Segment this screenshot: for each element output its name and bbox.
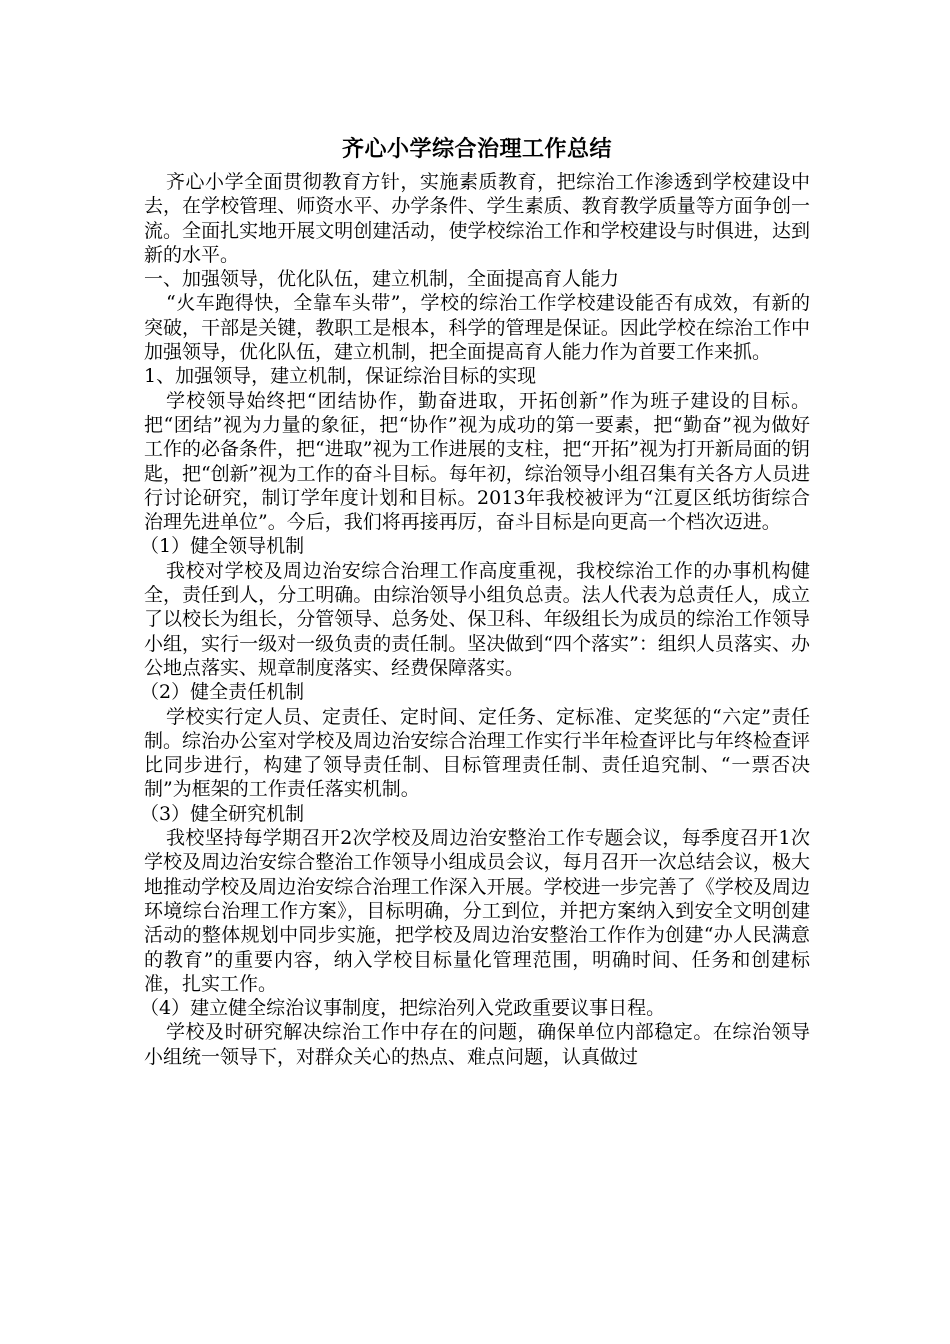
subsection-heading-1: 1、加强领导，建立机制，保证综治目标的实现	[144, 365, 537, 388]
document-title: 齐心小学综合治理工作总结	[341, 136, 612, 162]
item-3-paragraph: 我校坚持每学期召开2次学校及周边治安整治工作专题会议，每季度召开1次学校及周边治安综合整治工作领导小组成员会议，每月召开一次总结会议，极大地推动学校及周边治安综合治理工作深入开展。学校进一步完善了《学校及周边环境综台治理工作方案》，目标明确，分工到位，并把方案纳入到安全文明创建活动的整体规划中同步实施，把学校及周边治安整治工作作为创建“办人民满意的教育”的重要内容，纳入学校目标量化管理范围，明确时间、任务和创建标准，扎实工作。	[144, 827, 810, 995]
item-heading-4: （4）建立健全综治议事制度，把综治列入党政重要议事日程。	[140, 997, 666, 1020]
section-heading-1: 一、加强领导，优化队伍，建立机制，全面提高育人能力	[144, 268, 620, 291]
document-page	[140, 130, 810, 1069]
item-2-paragraph: 学校实行定人员、定责任、定时间、定任务、定标准、定奖惩的“六定”责任制。综治办公室对学校及周边治安综合治理工作实行半年检查评比与年终检查评比同步进行，构建了领导责任制、目标管理责任制、责任追究制、“一票否决制”为框架的工作责任落实机制。	[144, 705, 810, 801]
intro-paragraph: 齐心小学全面贯彻教育方针，实施素质教育，把综治工作渗透到学校建设中去，在学校管理、师资水平、办学条件、学生素质、教育教学质量等方面争创一流。全面扎实地开展文明创建活动，使学校综治工作和学校建设与时俱进，达到新的水平。	[144, 171, 810, 266]
item-heading-1: （1）健全领导机制	[140, 535, 305, 558]
item-1-paragraph: 我校对学校及周边治安综合治理工作高度重视，我校综治工作的办事机构健全，责任到人，分工明确。由综治领导小组负总责。法人代表为总责任人，成立了以校长为组长，分管领导、总务处、保卫科、年级组长为成员的综治工作领导小组，实行一级对一级负责的责任制。坚决做到“四个落实”：组织人员落实、办公地点落实、规章制度落实、经费保障落实。	[144, 559, 810, 679]
item-4-paragraph: 学校及时研究解决综治工作中存在的问题，确保单位内部稳定。在综治领导小组统一领导下，对群众关心的热点、难点问题，认真做过	[144, 1021, 810, 1068]
subsection-1-paragraph: 学校领导始终把“团结协作，勤奋进取，开拓创新”作为班子建设的目标。把“团结”视为力量的象征，把“协作”视为成功的第一要素，把“勤奋”视为做好工作的必备条件，把“进取”视为工作进展的支柱，把“开拓”视为打开新局面的钥匙，把“创新”视为工作的奋斗目标。每年初，综治领导小组召集有关各方人员进行讨论研究，制订学年度计划和目标。2013年我校被评为“江夏区纸坊街综合治理先进单位”。今后，我们将再接再厉，奋斗目标是向更高一个档次迈进。	[144, 389, 810, 534]
section-1-paragraph: “火车跑得快，全靠车头带”，学校的综治工作学校建设能否有成效，有新的突破，干部是关键，教职工是根本，科学的管理是保证。因此学校在综治工作中加强领导，优化队伍，建立机制，把全面提高育人能力作为首要工作来抓。	[144, 292, 810, 364]
item-heading-2: （2）健全责任机制	[140, 681, 305, 704]
item-heading-3: （3）健全研究机制	[140, 802, 305, 825]
